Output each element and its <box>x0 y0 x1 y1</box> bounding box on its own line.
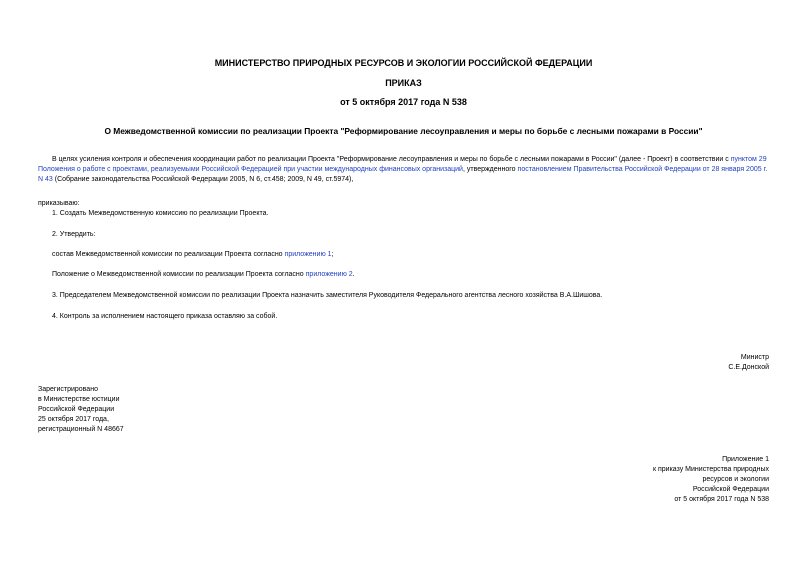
appendix-line-1: Приложение 1 <box>722 456 769 463</box>
item-3: 3. Председателем Межведомственной комиссии по реализации Проекта назначить заместителя Руководителя Федерального агентства лесного хозяйства В.А.Шишова. <box>52 292 603 299</box>
intro-paragraph <box>38 155 770 185</box>
intro-text-3: (Собрание законодательства Российской Федерации 2005, N 6, ст.458; 2009, N 49, ст.5974), <box>52 176 354 183</box>
item-2b-text: Положение о Межведомственной комиссии по реализации Проекта согласно <box>52 271 306 278</box>
item-2b <box>52 270 355 280</box>
order-word: приказываю: <box>38 200 80 207</box>
regulation-link[interactable]: пунктом 29 Положения о работе с проектами, реализуемыми Российской Федерацией при участии международных финансовых организаций <box>38 156 767 173</box>
government-decree-date-link[interactable]: 28 января 2005 г. N 43 <box>38 166 768 183</box>
signature-position: Министр <box>740 354 769 361</box>
intro-text-1: В целях усиления контроля и обеспечения координации работ по реализации Проекта "Реформирование лесоуправления и меры по борьбе с лесными пожарами в России" (далее - Проект) в соответствии с <box>52 156 729 163</box>
appendix-1-link[interactable]: приложению 1 <box>284 251 332 258</box>
item-2a-end: ; <box>331 251 334 258</box>
item-2a <box>52 250 334 260</box>
appendix-block <box>653 455 769 505</box>
signature-name: С.Е.Донской <box>728 364 769 371</box>
item-1: 1. Создать Межведомственную комиссию по реализации Проекта. <box>52 210 269 217</box>
registration-line-4: 25 октября 2017 года, <box>38 416 109 423</box>
ministry-heading: МИНИСТЕРСТВО ПРИРОДНЫХ РЕСУРСОВ И ЭКОЛОГИИ РОССИЙСКОЙ ФЕДЕРАЦИИ <box>214 58 593 68</box>
item-2b-end: . <box>352 271 355 278</box>
appendix-line-5: от 5 октября 2017 года N 538 <box>674 496 769 503</box>
item-2a-text: состав Межведомственной комиссии по реализации Проекта согласно <box>52 251 285 258</box>
intro-text-2: , утвержденного <box>462 166 516 173</box>
registration-block <box>38 385 124 435</box>
registration-line-2: в Министерстве юстиции <box>38 396 120 403</box>
signature-block <box>728 353 769 373</box>
document-title: О Межведомственной комиссии по реализации Проекта "Реформирование лесоуправления и меры по борьбе с лесными пожарами в России" <box>104 126 703 136</box>
doc-type-heading: ПРИКАЗ <box>385 78 422 88</box>
item-2: 2. Утвердить: <box>52 231 96 238</box>
appendix-line-2: к приказу Министерства природных <box>652 466 769 473</box>
registration-line-3: Российской Федерации <box>38 406 115 413</box>
government-decree-link[interactable]: постановлением Правительства Российской Федерации от <box>517 166 710 173</box>
item-4: 4. Контроль за исполнением настоящего приказа оставляю за собой. <box>52 313 278 320</box>
registration-line-1: Зарегистрировано <box>38 386 98 393</box>
appendix-2-link[interactable]: приложению 2 <box>305 271 353 278</box>
date-number-heading: от 5 октября 2017 года N 538 <box>340 97 467 107</box>
appendix-line-3: ресурсов и экологии <box>702 476 769 483</box>
registration-line-5: регистрационный N 48667 <box>38 426 124 433</box>
appendix-line-4: Российской Федерации <box>692 486 769 493</box>
